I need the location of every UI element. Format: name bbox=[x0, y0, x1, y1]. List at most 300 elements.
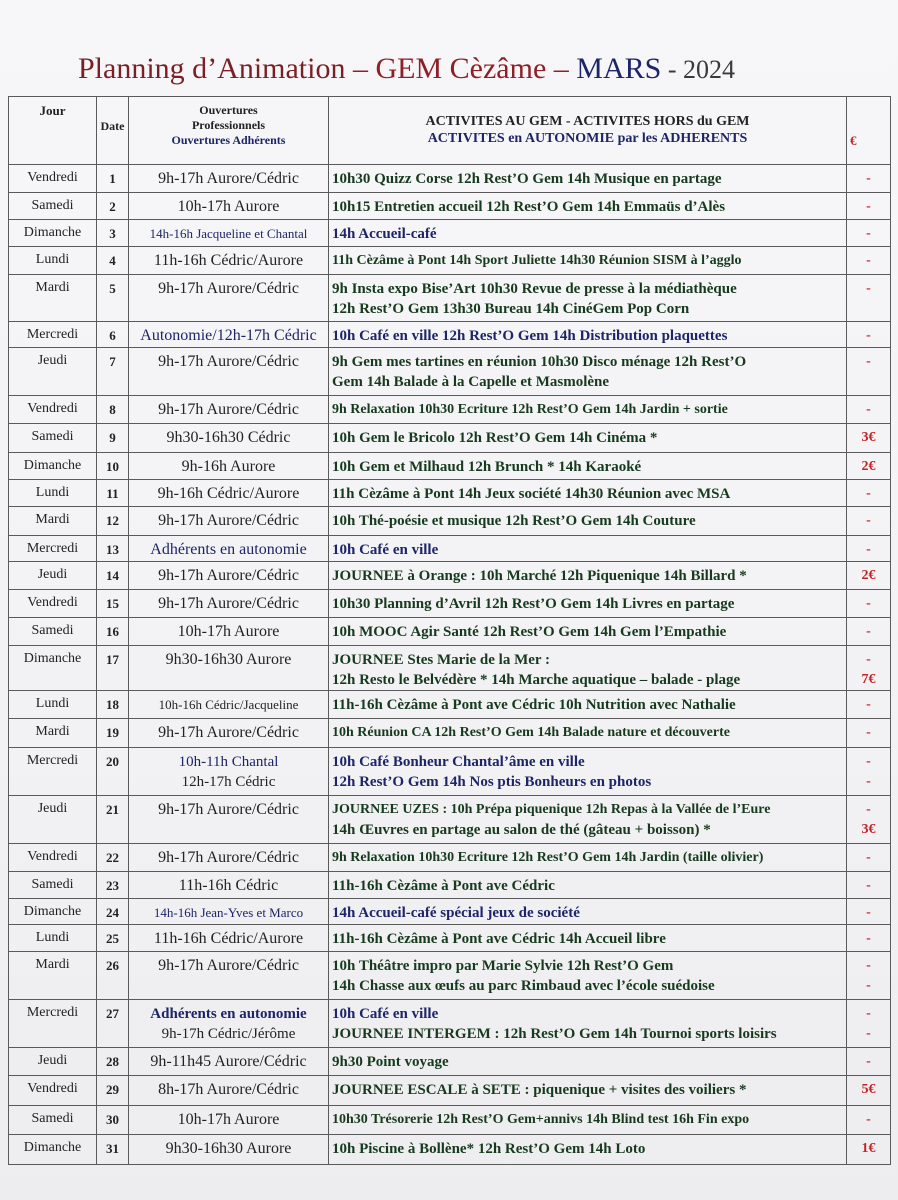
opening-line: 9h-16h Aurore bbox=[181, 458, 276, 475]
opening-cell bbox=[129, 322, 329, 348]
day-name: Dimanche bbox=[23, 1140, 82, 1155]
opening-line: 9h-17h Aurore/Cédric bbox=[158, 512, 299, 529]
table-row bbox=[9, 691, 891, 719]
price-cell bbox=[847, 424, 891, 453]
price-value: - bbox=[866, 850, 871, 865]
date-number: 3 bbox=[109, 226, 116, 241]
price-value: - bbox=[866, 328, 871, 343]
price-cell bbox=[847, 396, 891, 424]
day-name: Mardi bbox=[35, 280, 70, 295]
day-cell bbox=[9, 796, 97, 844]
opening-line: Autonomie/12h-17h Cédric bbox=[140, 327, 317, 344]
title-separator-1: – bbox=[345, 52, 376, 85]
activity-cell bbox=[329, 1135, 847, 1165]
date-number: 7 bbox=[109, 354, 116, 369]
date-number: 6 bbox=[109, 328, 116, 343]
day-name: Lundi bbox=[35, 930, 70, 945]
date-cell bbox=[97, 165, 129, 193]
price-cell bbox=[847, 618, 891, 646]
header-ouvertures bbox=[129, 97, 329, 165]
date-number: 30 bbox=[106, 1112, 119, 1127]
day-cell bbox=[9, 348, 97, 396]
table-row bbox=[9, 748, 891, 796]
opening-cell bbox=[129, 480, 329, 507]
price-value: 1€ bbox=[861, 1141, 876, 1156]
price-value: - bbox=[866, 1054, 871, 1069]
price-cell bbox=[847, 646, 891, 691]
date-cell bbox=[97, 1076, 129, 1106]
price-value: 3€ bbox=[861, 430, 876, 445]
activity-cell bbox=[329, 590, 847, 618]
date-cell bbox=[97, 562, 129, 590]
activity-cell bbox=[329, 507, 847, 536]
activity-cell bbox=[329, 220, 847, 247]
day-cell bbox=[9, 536, 97, 562]
price-cell bbox=[847, 165, 891, 193]
table-row bbox=[9, 899, 891, 925]
date-cell bbox=[97, 480, 129, 507]
day-cell bbox=[9, 844, 97, 872]
activity-line: JOURNEE ESCALE à SETE : piquenique + visites des voiliers * bbox=[332, 1082, 747, 1098]
activity-cell bbox=[329, 424, 847, 453]
date-cell bbox=[97, 507, 129, 536]
opening-line: 9h-11h45 Aurore/Cédric bbox=[150, 1053, 307, 1070]
day-name: Vendredi bbox=[27, 595, 78, 610]
table-row bbox=[9, 1000, 891, 1048]
table-row bbox=[9, 193, 891, 220]
price-cell bbox=[847, 536, 891, 562]
date-number: 12 bbox=[106, 513, 119, 528]
title-separator-2: – bbox=[546, 52, 577, 85]
opening-cell bbox=[129, 536, 329, 562]
activity-cell bbox=[329, 796, 847, 844]
activity-cell bbox=[329, 165, 847, 193]
price-cell bbox=[847, 507, 891, 536]
activity-line: 9h30 Point voyage bbox=[332, 1054, 449, 1070]
day-cell bbox=[9, 691, 97, 719]
activity-line: 10h Réunion CA 12h Rest’O Gem 14h Balade nature et découverte bbox=[332, 725, 730, 740]
table-row bbox=[9, 618, 891, 646]
opening-line: 9h-17h Aurore/Cédric bbox=[158, 957, 299, 974]
opening-line: 9h30-16h30 Cédric bbox=[166, 429, 291, 446]
date-cell bbox=[97, 646, 129, 691]
day-cell bbox=[9, 1076, 97, 1106]
title-month: MARS bbox=[576, 52, 662, 85]
day-cell bbox=[9, 247, 97, 275]
activity-cell bbox=[329, 536, 847, 562]
opening-cell bbox=[129, 396, 329, 424]
day-cell bbox=[9, 1048, 97, 1076]
header-activites bbox=[329, 97, 847, 165]
price-cell bbox=[847, 275, 891, 322]
day-name: Mercredi bbox=[26, 753, 79, 768]
opening-line: 8h-17h Aurore/Cédric bbox=[158, 1081, 299, 1098]
header-ouv-line1: Ouvertures bbox=[199, 103, 258, 117]
price-cell bbox=[847, 1076, 891, 1106]
activity-line: JOURNEE à Orange : 10h Marché 12h Piquenique 14h Billard * bbox=[332, 568, 747, 584]
day-name: Jeudi bbox=[37, 567, 68, 582]
day-name: Samedi bbox=[31, 623, 74, 638]
price-cell bbox=[847, 193, 891, 220]
date-cell bbox=[97, 348, 129, 396]
opening-line: 9h-17h Cédric/Jérôme bbox=[161, 1026, 296, 1042]
title-year: - 2024 bbox=[661, 55, 735, 84]
activity-cell bbox=[329, 844, 847, 872]
opening-cell bbox=[129, 1076, 329, 1106]
opening-line: 14h-16h Jean-Yves et Marco bbox=[153, 905, 304, 920]
opening-cell bbox=[129, 1135, 329, 1165]
date-cell bbox=[97, 247, 129, 275]
activity-line: 10h Théâtre impro par Marie Sylvie 12h Rest’O Gem bbox=[332, 958, 674, 974]
opening-line: 9h-17h Aurore/Cédric bbox=[158, 170, 299, 187]
opening-cell bbox=[129, 646, 329, 691]
activity-cell bbox=[329, 348, 847, 396]
day-cell bbox=[9, 899, 97, 925]
price-cell bbox=[847, 562, 891, 590]
price-value: 3€ bbox=[861, 822, 876, 837]
date-cell bbox=[97, 453, 129, 480]
opening-line: 9h-17h Aurore/Cédric bbox=[158, 280, 299, 297]
table-row bbox=[9, 1106, 891, 1135]
activity-cell bbox=[329, 925, 847, 952]
table-row bbox=[9, 348, 891, 396]
price-value: - bbox=[866, 513, 871, 528]
activity-line: 10h Thé-poésie et musique 12h Rest’O Gem 14h Couture bbox=[332, 513, 696, 529]
activity-cell bbox=[329, 480, 847, 507]
activity-line: 11h Cèzâme à Pont 14h Jeux société 14h30 Réunion avec MSA bbox=[332, 486, 731, 502]
day-cell bbox=[9, 396, 97, 424]
activity-cell bbox=[329, 1048, 847, 1076]
activity-line: 12h Resto le Belvédère * 14h Marche aquatique – balade - plage bbox=[332, 672, 741, 688]
activity-cell bbox=[329, 193, 847, 220]
activity-cell bbox=[329, 396, 847, 424]
price-cell bbox=[847, 1048, 891, 1076]
planning-rows bbox=[9, 165, 891, 1165]
day-cell bbox=[9, 507, 97, 536]
opening-cell bbox=[129, 275, 329, 322]
price-value: - bbox=[866, 905, 871, 920]
activity-line: 14h Accueil-café bbox=[332, 226, 437, 242]
opening-cell bbox=[129, 1000, 329, 1048]
table-row bbox=[9, 275, 891, 322]
table-row bbox=[9, 453, 891, 480]
date-number: 8 bbox=[109, 402, 116, 417]
activity-line: 11h-16h Cèzâme à Pont ave Cédric bbox=[332, 878, 555, 894]
price-value: 5€ bbox=[861, 1082, 876, 1097]
day-cell bbox=[9, 925, 97, 952]
day-cell bbox=[9, 275, 97, 322]
opening-line: Adhérents en autonomie bbox=[150, 541, 307, 558]
day-name: Lundi bbox=[35, 696, 70, 711]
table-row bbox=[9, 590, 891, 618]
price-value: - bbox=[866, 486, 871, 501]
day-name: Mardi bbox=[35, 512, 70, 527]
opening-cell bbox=[129, 1048, 329, 1076]
date-number: 26 bbox=[106, 958, 119, 973]
table-row bbox=[9, 424, 891, 453]
date-number: 27 bbox=[106, 1006, 119, 1021]
date-number: 28 bbox=[106, 1054, 119, 1069]
day-name: Jeudi bbox=[37, 1053, 68, 1068]
opening-line: 14h-16h Jacqueline et Chantal bbox=[149, 226, 308, 241]
day-name: Mercredi bbox=[26, 1005, 79, 1020]
table-row bbox=[9, 872, 891, 899]
price-value: - bbox=[866, 226, 871, 241]
activity-line: 10h Gem et Milhaud 12h Brunch * 14h Karaoké bbox=[332, 459, 642, 475]
activity-cell bbox=[329, 952, 847, 1000]
day-name: Mercredi bbox=[26, 327, 79, 342]
day-name: Lundi bbox=[35, 252, 70, 267]
price-cell bbox=[847, 1000, 891, 1048]
activity-line: 10h15 Entretien accueil 12h Rest’O Gem 14h Emmaüs d’Alès bbox=[332, 199, 726, 215]
price-value: - bbox=[866, 1112, 871, 1127]
opening-line: 11h-16h Cédric/Aurore bbox=[153, 930, 304, 947]
header-act-line1: ACTIVITES AU GEM - ACTIVITES HORS du GEM bbox=[425, 114, 750, 129]
date-number: 29 bbox=[106, 1082, 119, 1097]
opening-cell bbox=[129, 348, 329, 396]
day-name: Mardi bbox=[35, 724, 70, 739]
date-number: 18 bbox=[106, 697, 119, 712]
day-name: Samedi bbox=[31, 198, 74, 213]
date-cell bbox=[97, 536, 129, 562]
table-row bbox=[9, 220, 891, 247]
price-cell bbox=[847, 952, 891, 1000]
day-cell bbox=[9, 1135, 97, 1165]
activity-cell bbox=[329, 899, 847, 925]
date-number: 2 bbox=[109, 199, 116, 214]
date-cell bbox=[97, 872, 129, 899]
activity-cell bbox=[329, 1106, 847, 1135]
table-row bbox=[9, 480, 891, 507]
opening-line: 9h30-16h30 Aurore bbox=[165, 651, 292, 668]
day-cell bbox=[9, 193, 97, 220]
activity-line: 10h Café en ville bbox=[332, 542, 439, 558]
day-name: Dimanche bbox=[23, 651, 82, 666]
day-cell bbox=[9, 646, 97, 691]
day-name: Mercredi bbox=[26, 541, 79, 556]
price-value: - bbox=[866, 978, 871, 993]
date-cell bbox=[97, 844, 129, 872]
date-number: 20 bbox=[106, 754, 119, 769]
day-cell bbox=[9, 1106, 97, 1135]
title-planning: Planning d’Animation bbox=[78, 52, 346, 85]
activity-line: 12h Rest’O Gem 13h30 Bureau 14h CinéGem Pop Corn bbox=[332, 301, 690, 317]
table-row bbox=[9, 952, 891, 1000]
opening-line: 10h-16h Cédric/Jacqueline bbox=[158, 697, 299, 712]
day-cell bbox=[9, 872, 97, 899]
table-row bbox=[9, 536, 891, 562]
date-number: 4 bbox=[109, 253, 116, 268]
activity-cell bbox=[329, 691, 847, 719]
date-cell bbox=[97, 193, 129, 220]
day-name: Mardi bbox=[35, 957, 70, 972]
opening-cell bbox=[129, 1106, 329, 1135]
table-row bbox=[9, 646, 891, 691]
activity-line: 11h-16h Cèzâme à Pont ave Cédric 10h Nutrition avec Nathalie bbox=[332, 697, 736, 713]
date-cell bbox=[97, 1048, 129, 1076]
date-cell bbox=[97, 275, 129, 322]
price-value: - bbox=[866, 253, 871, 268]
activity-line: 10h Gem le Bricolo 12h Rest’O Gem 14h Cinéma * bbox=[332, 430, 658, 446]
opening-cell bbox=[129, 507, 329, 536]
table-row bbox=[9, 796, 891, 844]
date-number: 16 bbox=[106, 624, 119, 639]
day-cell bbox=[9, 719, 97, 748]
date-cell bbox=[97, 590, 129, 618]
day-name: Dimanche bbox=[23, 904, 82, 919]
opening-line: 9h-17h Aurore/Cédric bbox=[158, 567, 299, 584]
price-cell bbox=[847, 322, 891, 348]
opening-cell bbox=[129, 453, 329, 480]
price-value: - bbox=[866, 802, 871, 817]
day-cell bbox=[9, 424, 97, 453]
price-cell bbox=[847, 1106, 891, 1135]
day-name: Vendredi bbox=[27, 849, 78, 864]
table-row bbox=[9, 165, 891, 193]
date-cell bbox=[97, 1106, 129, 1135]
activity-line: 14h Accueil-café spécial jeux de société bbox=[332, 905, 580, 921]
activity-line: 10h Café Bonheur Chantal’âme en ville bbox=[332, 754, 585, 770]
activity-cell bbox=[329, 872, 847, 899]
date-cell bbox=[97, 1135, 129, 1165]
price-value: - bbox=[866, 542, 871, 557]
price-cell bbox=[847, 691, 891, 719]
price-value: 2€ bbox=[861, 568, 876, 583]
date-number: 9 bbox=[109, 430, 116, 445]
date-number: 31 bbox=[106, 1141, 119, 1156]
price-value: - bbox=[866, 624, 871, 639]
price-value: - bbox=[866, 171, 871, 186]
table-row bbox=[9, 507, 891, 536]
table-row bbox=[9, 844, 891, 872]
day-cell bbox=[9, 952, 97, 1000]
date-cell bbox=[97, 322, 129, 348]
date-cell bbox=[97, 424, 129, 453]
price-value: - bbox=[866, 1026, 871, 1041]
activity-line: 10h Café en ville bbox=[332, 1006, 439, 1022]
day-cell bbox=[9, 590, 97, 618]
opening-cell bbox=[129, 952, 329, 1000]
activity-line: 9h Gem mes tartines en réunion 10h30 Disco ménage 12h Rest’O bbox=[332, 354, 747, 370]
price-cell bbox=[847, 590, 891, 618]
activity-cell bbox=[329, 453, 847, 480]
day-name: Dimanche bbox=[23, 225, 82, 240]
table-row bbox=[9, 396, 891, 424]
date-cell bbox=[97, 396, 129, 424]
day-name: Samedi bbox=[31, 429, 74, 444]
day-cell bbox=[9, 322, 97, 348]
price-cell bbox=[847, 480, 891, 507]
date-number: 10 bbox=[106, 459, 119, 474]
activity-cell bbox=[329, 247, 847, 275]
date-cell bbox=[97, 952, 129, 1000]
activity-line: JOURNEE INTERGEM : 12h Rest’O Gem 14h Tournoi sports loisirs bbox=[332, 1026, 777, 1042]
price-cell bbox=[847, 453, 891, 480]
header-ouv-line3: Ouvertures Adhérents bbox=[171, 133, 286, 147]
price-value: - bbox=[866, 596, 871, 611]
date-number: 19 bbox=[106, 725, 119, 740]
table-row bbox=[9, 1076, 891, 1106]
day-name: Vendredi bbox=[27, 170, 78, 185]
date-number: 14 bbox=[106, 568, 119, 583]
activity-cell bbox=[329, 1000, 847, 1048]
day-name: Jeudi bbox=[37, 801, 68, 816]
opening-line: 9h-17h Aurore/Cédric bbox=[158, 353, 299, 370]
day-cell bbox=[9, 453, 97, 480]
opening-cell bbox=[129, 247, 329, 275]
opening-cell bbox=[129, 925, 329, 952]
opening-line: 10h-11h Chantal bbox=[178, 754, 279, 770]
activity-line: 10h30 Planning d’Avril 12h Rest’O Gem 14h Livres en partage bbox=[332, 596, 735, 612]
opening-cell bbox=[129, 193, 329, 220]
price-value: 2€ bbox=[861, 459, 876, 474]
opening-line: 12h-17h Cédric bbox=[181, 774, 276, 790]
table-header-row bbox=[9, 97, 891, 165]
activity-line: 9h Relaxation 10h30 Ecriture 12h Rest’O Gem 14h Jardin + sortie bbox=[332, 402, 728, 417]
header-price: € bbox=[847, 97, 891, 165]
price-cell bbox=[847, 872, 891, 899]
opening-cell bbox=[129, 796, 329, 844]
activity-line: 9h Relaxation 10h30 Ecriture 12h Rest’O Gem 14h Jardin (taille olivier) bbox=[332, 850, 764, 865]
opening-cell bbox=[129, 618, 329, 646]
opening-cell bbox=[129, 691, 329, 719]
price-cell bbox=[847, 348, 891, 396]
price-value: - bbox=[866, 754, 871, 769]
price-value: - bbox=[866, 354, 871, 369]
table-row bbox=[9, 925, 891, 952]
date-cell bbox=[97, 1000, 129, 1048]
date-number: 13 bbox=[106, 542, 119, 557]
opening-line: 9h-17h Aurore/Cédric bbox=[158, 401, 299, 418]
opening-cell bbox=[129, 844, 329, 872]
activity-line: 10h Piscine à Bollène* 12h Rest’O Gem 14h Loto bbox=[332, 1141, 646, 1157]
opening-line: 10h-17h Aurore bbox=[177, 198, 280, 215]
table-row bbox=[9, 247, 891, 275]
date-number: 17 bbox=[106, 652, 119, 667]
activity-line: 10h30 Trésorerie 12h Rest’O Gem+annivs 14h Blind test 16h Fin expo bbox=[332, 1112, 750, 1127]
price-cell bbox=[847, 796, 891, 844]
activity-cell bbox=[329, 275, 847, 322]
price-value: - bbox=[866, 199, 871, 214]
price-cell bbox=[847, 844, 891, 872]
day-cell bbox=[9, 1000, 97, 1048]
date-number: 15 bbox=[106, 596, 119, 611]
date-cell bbox=[97, 748, 129, 796]
opening-line: 9h-17h Aurore/Cédric bbox=[158, 801, 299, 818]
opening-line: Adhérents en autonomie bbox=[150, 1006, 307, 1022]
opening-cell bbox=[129, 590, 329, 618]
opening-cell bbox=[129, 220, 329, 247]
activity-line: 14h Œuvres en partage au salon de thé (gâteau + boisson) * bbox=[332, 822, 711, 838]
date-number: 23 bbox=[106, 878, 119, 893]
date-cell bbox=[97, 691, 129, 719]
date-number: 21 bbox=[106, 802, 119, 817]
opening-line: 9h-17h Aurore/Cédric bbox=[158, 724, 299, 741]
opening-line: 10h-17h Aurore bbox=[177, 623, 280, 640]
date-cell bbox=[97, 220, 129, 247]
date-cell bbox=[97, 925, 129, 952]
day-cell bbox=[9, 562, 97, 590]
price-value: - bbox=[866, 697, 871, 712]
activity-line: 11h Cèzâme à Pont 14h Sport Juliette 14h30 Réunion SISM à l’agglo bbox=[332, 253, 742, 268]
table-row bbox=[9, 1135, 891, 1165]
opening-cell bbox=[129, 562, 329, 590]
opening-cell bbox=[129, 719, 329, 748]
activity-cell bbox=[329, 748, 847, 796]
opening-cell bbox=[129, 872, 329, 899]
price-value: 7€ bbox=[861, 672, 876, 687]
opening-line: 9h-16h Cédric/Aurore bbox=[157, 485, 300, 502]
